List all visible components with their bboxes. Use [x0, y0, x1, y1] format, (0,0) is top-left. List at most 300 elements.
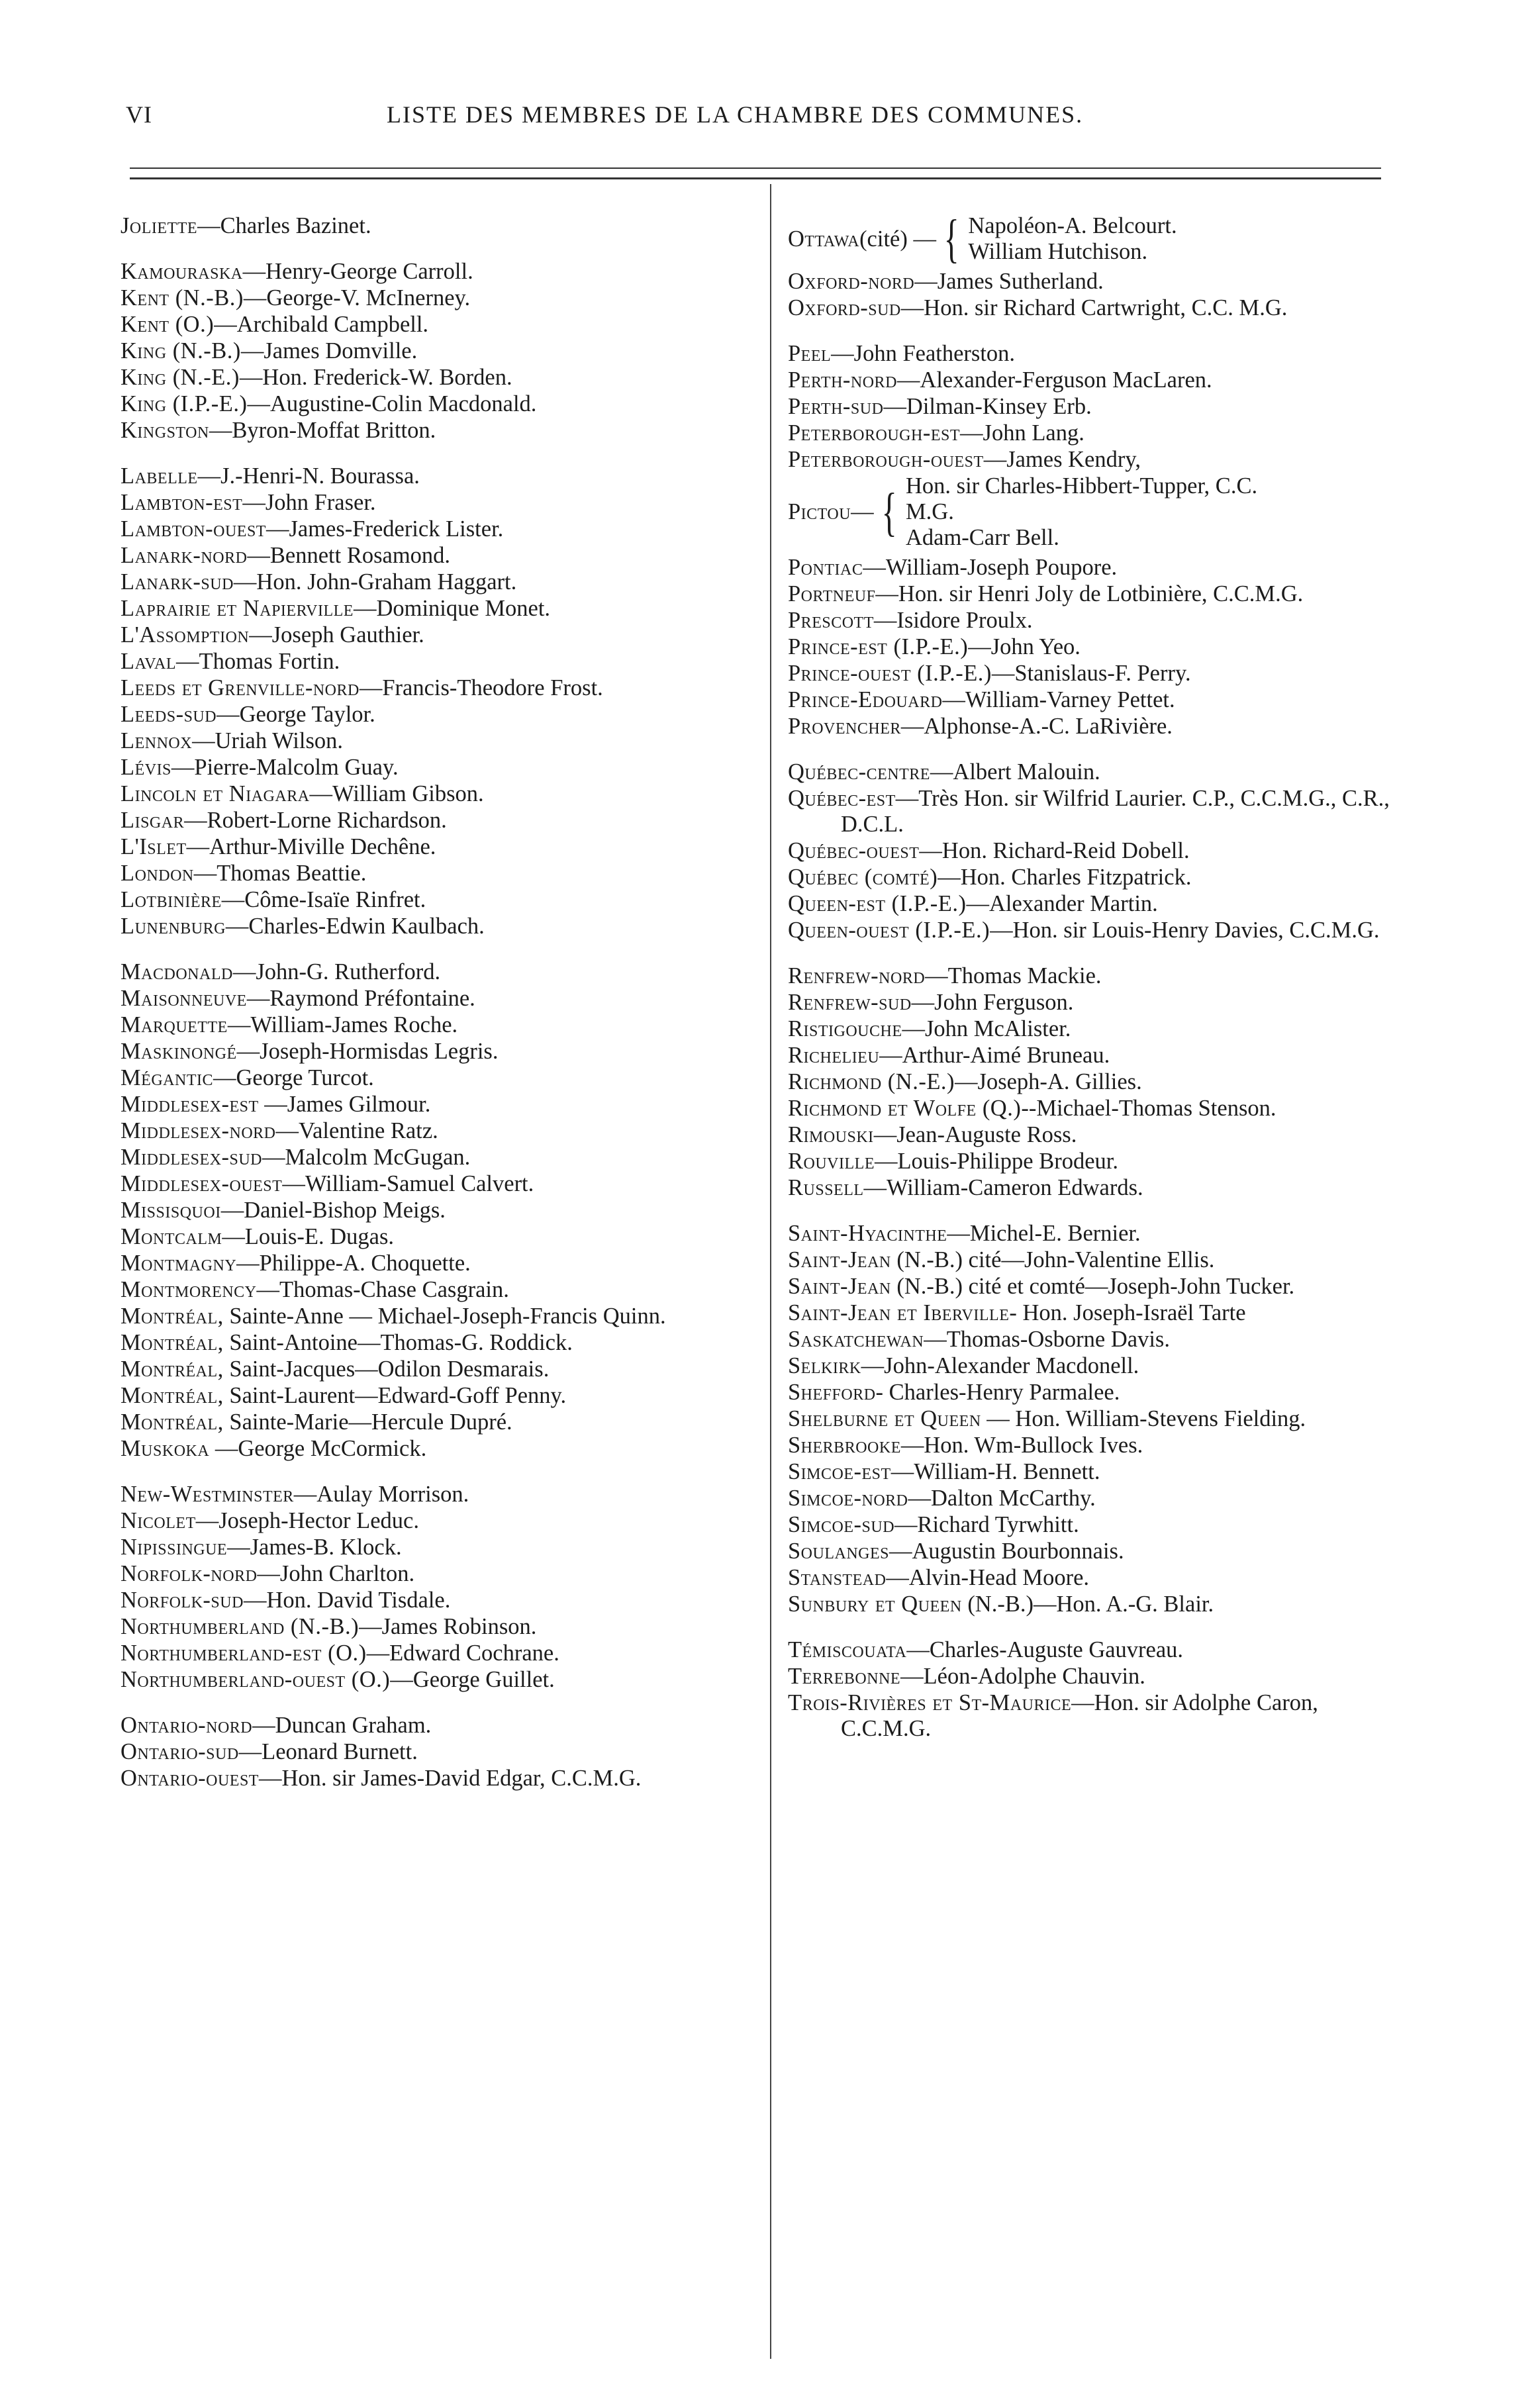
riding-name: Lunenburg: [120, 914, 226, 939]
riding-name: L'Assomption: [120, 622, 250, 647]
riding-name: Lévis: [120, 755, 171, 780]
member-name: —Michel-E. Bernier.: [947, 1221, 1141, 1246]
member-entry: [120, 1171, 769, 1197]
member-name: —William Gibson.: [309, 781, 484, 806]
riding-name: Joliette: [120, 213, 198, 238]
riding-name: Lisgar: [120, 808, 185, 833]
riding-name: Prince-Edouard: [788, 687, 943, 712]
member-entry: [120, 1739, 769, 1765]
page-number: VI: [126, 101, 152, 128]
member-entry: [788, 1512, 1397, 1538]
member-name: —James Kendry,: [983, 447, 1141, 472]
riding-name: Rimouski: [788, 1122, 874, 1147]
riding-name: Saint-Hyacinthe: [788, 1221, 947, 1246]
member-name: —Arthur-Miville Dechêne.: [186, 834, 436, 859]
member-entry: [120, 887, 769, 913]
member-entry: [788, 714, 1397, 739]
member-name: —George Guillet.: [390, 1667, 555, 1692]
member-entry: [788, 1433, 1397, 1458]
member-name: —Augustine-Colin Macdonald.: [247, 391, 537, 416]
member-entry: [788, 918, 1397, 943]
member-name: —Arthur-Aimé Bruneau.: [879, 1043, 1110, 1068]
riding-name: Simcoe-est: [788, 1459, 891, 1484]
member-name: (N.-B.) cité—John-Valentine Ellis.: [890, 1247, 1215, 1272]
header-rule-thin: [130, 167, 1381, 169]
member-entry: [120, 1508, 769, 1534]
riding-name: Prescott: [788, 608, 874, 633]
member-name: —Daniel-Bishop Meigs.: [220, 1198, 446, 1223]
riding-name: Saint-Jean: [788, 1247, 891, 1272]
member-name: —Isidore Proulx.: [873, 608, 1033, 633]
member-entry: [120, 1535, 769, 1560]
riding-name: Kent (O.): [120, 312, 215, 337]
riding-name: Lincoln et Niagara: [120, 781, 310, 806]
member-entry: [788, 687, 1397, 713]
member-name: —Thomas Beattie.: [193, 861, 367, 886]
member-entry: [788, 838, 1397, 864]
entry-group: [120, 259, 769, 444]
member-name: —Jean-Auguste Ross.: [873, 1122, 1077, 1147]
member-entry: [120, 596, 769, 622]
member-entry: [788, 1380, 1397, 1406]
member-entry: [788, 341, 1397, 367]
riding-name: Laval: [120, 649, 177, 674]
riding-name: King (I.P.-E.): [120, 391, 248, 416]
member-entry: [788, 1016, 1397, 1042]
member-name: —Archibald Campbell.: [214, 312, 429, 337]
member-name: —Hon. Frederick-W. Borden.: [239, 365, 512, 390]
member-entry: [788, 1539, 1397, 1564]
member-name: —William-Cameron Edwards.: [863, 1175, 1143, 1200]
member-entry: [120, 755, 769, 781]
member-name: —Côme-Isaïe Rinfret.: [221, 887, 426, 912]
riding-name: Pictou: [788, 499, 851, 524]
member-entry: [788, 1221, 1397, 1247]
riding-name: Nicolet: [120, 1508, 196, 1533]
member-entry: [120, 285, 769, 311]
member-name: —William-Samuel Calvert.: [282, 1171, 534, 1196]
page-title: LISTE DES MEMBRES DE LA CHAMBRE DES COMMUNES.: [387, 101, 1084, 128]
member-entry: [120, 861, 769, 886]
member-name: Adam-Carr Bell.: [905, 525, 1059, 550]
member-entry: [120, 1561, 769, 1587]
member-name: —Uriah Wilson.: [192, 728, 344, 753]
member-name: —Dominique Monet.: [353, 596, 551, 621]
brace-icon: {: [881, 483, 897, 542]
member-entry: [788, 1637, 1397, 1663]
riding-name: Renfrew-sud: [788, 990, 912, 1015]
member-entry: [788, 759, 1397, 785]
member-name: — Hon. William-Stevens Fielding.: [981, 1406, 1306, 1431]
member-name: Hon. sir Charles-Hibbert-Tupper, C.C.: [905, 473, 1258, 499]
entry-group: [788, 963, 1397, 1201]
riding-name: Montmorency: [120, 1277, 257, 1302]
member-name: —Hon. Charles Fitzpatrick.: [938, 865, 1192, 890]
member-entry: [120, 463, 769, 489]
member-name: —Valentine Ratz.: [275, 1118, 438, 1143]
member-name: —Très Hon. sir Wilfrid Laurier. C.P., C.C.M.G., C.R., D.C.L.: [841, 786, 1390, 837]
member-name: - Charles-Henry Parmalee.: [875, 1380, 1120, 1405]
riding-name: Montréal,: [120, 1304, 224, 1329]
riding-name: London: [120, 861, 194, 886]
entry-group: [788, 341, 1397, 739]
pictou-entry: [788, 473, 1397, 551]
member-name: —John-Alexander Macdonell.: [861, 1353, 1139, 1378]
member-entry: [788, 891, 1397, 917]
riding-name: Oxford-nord: [788, 269, 915, 294]
riding-name: Lambton-ouest: [120, 516, 266, 542]
entry-group: [120, 463, 769, 939]
riding-name: Prince-ouest (I.P.-E.): [788, 661, 992, 686]
riding-name: Queen-ouest (I.P.-E.): [788, 918, 990, 943]
member-name: —Thomas-Chase Casgrain.: [256, 1277, 509, 1302]
riding-name: Rouville: [788, 1149, 875, 1174]
riding-name: Perth-sud: [788, 394, 884, 419]
member-name: —Byron-Moffat Britton.: [209, 418, 436, 443]
member-entry: [788, 786, 1397, 837]
riding-name: Montcalm: [120, 1224, 222, 1249]
entry-group: [120, 1482, 769, 1693]
member-name: —Alphonse-A.-C. LaRivière.: [900, 714, 1173, 739]
member-name: —Charles-Auguste Gauvreau.: [906, 1637, 1184, 1662]
member-entry: [788, 990, 1397, 1016]
member-name: —John Yeo.: [968, 634, 1081, 659]
member-entry: [120, 1118, 769, 1144]
member-name: —Joseph-Hector Leduc.: [195, 1508, 419, 1533]
riding-name: Leeds et Grenville-nord: [120, 675, 360, 700]
riding-name: Nipissingue: [120, 1535, 228, 1560]
riding-name: Maskinongé: [120, 1039, 237, 1064]
member-name: —John-G. Rutherford.: [232, 959, 441, 984]
member-entry: [120, 569, 769, 595]
column-divider: [770, 184, 771, 2359]
member-name: —Francis-Theodore Frost.: [359, 675, 603, 700]
member-name: —Malcolm McGugan.: [262, 1145, 471, 1170]
riding-name: Pontiac: [788, 555, 863, 580]
member-name: —James Gilmour.: [258, 1092, 431, 1117]
riding-name: Norfolk-nord: [120, 1561, 258, 1586]
riding-name: Simcoe-sud: [788, 1512, 895, 1537]
riding-name: Norfolk-sud: [120, 1588, 244, 1613]
member-name: —George McCormick.: [209, 1436, 427, 1461]
member-entry: [120, 365, 769, 391]
riding-name: Québec (comté): [788, 865, 938, 890]
member-entry: [120, 649, 769, 675]
entry-group: [788, 759, 1397, 943]
member-entry: [120, 1713, 769, 1739]
riding-name: Macdonald: [120, 959, 233, 984]
riding-name: Ottawa: [788, 226, 860, 252]
member-entry: [120, 914, 769, 939]
riding-name: Saint-Jean et Iberville: [788, 1300, 1010, 1325]
member-entry: [120, 728, 769, 754]
member-entry: [788, 1565, 1397, 1591]
member-entry: [788, 634, 1397, 660]
member-entry: [788, 963, 1397, 989]
riding-name: Richmond (N.-E.): [788, 1069, 955, 1094]
member-name: —William-Varney Pettet.: [942, 687, 1175, 712]
member-name: (N.-B.) cité et comté—Joseph-John Tucker.: [890, 1274, 1295, 1299]
member-name: —Hon. sir Henri Joly de Lotbinière, C.C.M.G.: [875, 581, 1304, 606]
riding-name: Québec-est: [788, 786, 896, 811]
riding-name: Northumberland-ouest (O.): [120, 1667, 391, 1692]
member-entry: [788, 865, 1397, 890]
member-name: —Charles-Edwin Kaulbach.: [225, 914, 485, 939]
riding-name: Saskatchewan: [788, 1327, 924, 1352]
member-name: —Thomas Fortin.: [176, 649, 340, 674]
member-entry: [788, 1096, 1397, 1121]
member-entry: [120, 1641, 769, 1666]
riding-name: King (N.-B.): [120, 338, 241, 363]
member-name: —George-V. McInerney.: [243, 285, 471, 310]
member-entry: [788, 1043, 1397, 1069]
member-entry: [120, 1145, 769, 1170]
riding-name: Québec-centre: [788, 759, 930, 785]
ottawa-entry: [788, 210, 1397, 268]
riding-name: Montréal,: [120, 1330, 224, 1355]
riding-name: Mégantic: [120, 1065, 213, 1090]
riding-name: Kamouraska: [120, 259, 243, 284]
member-name: —Louis-E. Dugas.: [222, 1224, 395, 1249]
member-name: —John Ferguson.: [911, 990, 1074, 1015]
member-name: —James Domville.: [240, 338, 418, 363]
riding-name: Selkirk: [788, 1353, 861, 1378]
member-name: —Augustin Bourbonnais.: [889, 1539, 1124, 1564]
member-name: —Thomas Mackie.: [925, 963, 1102, 988]
member-name: (N.-B.)—Hon. A.-G. Blair.: [961, 1592, 1214, 1617]
member-name: —John Lang.: [960, 420, 1084, 446]
member-entry: [120, 1436, 769, 1462]
riding-name: Témiscouata: [788, 1637, 907, 1662]
member-entry: [120, 781, 769, 807]
member-name: —Edward Cochrane.: [366, 1641, 559, 1666]
member-entry: [120, 1198, 769, 1223]
member-entry: [788, 1175, 1397, 1201]
riding-name: Northumberland-est (O.): [120, 1641, 367, 1666]
member-entry: [788, 1592, 1397, 1617]
riding-name: Maisonneuve: [120, 986, 247, 1011]
riding-name: Lambton-est: [120, 490, 243, 515]
member-name: - Hon. Joseph-Israël Tarte: [1009, 1300, 1246, 1325]
member-entry: [788, 581, 1397, 607]
member-name: —William-H. Bennett.: [890, 1459, 1100, 1484]
entry-group: [788, 1221, 1397, 1617]
member-entry: [788, 1353, 1397, 1379]
member-name: —Léon-Adolphe Chauvin.: [900, 1664, 1145, 1689]
riding-name: Richmond et Wolfe (Q.): [788, 1096, 1022, 1121]
member-name: —James-Frederick Lister.: [265, 516, 504, 542]
member-name: —William-Joseph Poupore.: [863, 555, 1118, 580]
member-name: —James-B. Klock.: [227, 1535, 402, 1560]
member-name: —Hon. John-Graham Haggart.: [233, 569, 517, 595]
member-name: —Hon. sir Adolphe Caron, C.C.M.G.: [841, 1690, 1318, 1741]
member-name: —Richard Tyrwhitt.: [894, 1512, 1079, 1537]
member-entry: [120, 808, 769, 834]
riding-name: Lotbinière: [120, 887, 222, 912]
riding-suffix: (cité) —: [859, 226, 936, 252]
entry-group: [120, 1713, 769, 1791]
member-name: —John Charlton.: [257, 1561, 415, 1586]
member-entry: [788, 420, 1397, 446]
member-name: —Philippe-A. Choquette.: [236, 1251, 471, 1276]
brace-icon: {: [943, 210, 959, 268]
riding-name: Marquette: [120, 1012, 228, 1037]
member-name: —John Fraser.: [242, 490, 376, 515]
member-name: —Hon. sir James-David Edgar, C.C.M.G.: [258, 1766, 642, 1791]
right-column: [788, 210, 1397, 1762]
member-name: —Henry-George Carroll.: [242, 259, 473, 284]
member-entry: [120, 986, 769, 1012]
riding-name: Québec-ouest: [788, 838, 920, 863]
member-entry: [788, 447, 1397, 473]
riding-name: Renfrew-nord: [788, 963, 926, 988]
riding-name: Montréal,: [120, 1383, 224, 1408]
member-entry: [120, 1588, 769, 1613]
member-name: —Bennett Rosamond.: [247, 543, 451, 568]
member-entry: [120, 1357, 769, 1382]
riding-name: Prince-est (I.P.-E.): [788, 634, 969, 659]
entry-group: [788, 1637, 1397, 1742]
member-entry: [788, 1459, 1397, 1485]
riding-name: Lanark-sud: [120, 569, 234, 595]
entry-group: [788, 210, 1397, 321]
riding-name: Queen-est (I.P.-E.): [788, 891, 967, 916]
member-entry: [120, 1482, 769, 1507]
member-name: —Hon. Richard-Reid Dobell.: [919, 838, 1190, 863]
member-name: —Hon. sir Louis-Henry Davies, C.C.M.G.: [990, 918, 1380, 943]
member-entry: [788, 555, 1397, 581]
member-name: —Joseph-Hormisdas Legris.: [236, 1039, 499, 1064]
member-entry: [120, 1304, 769, 1329]
riding-name: Portneuf: [788, 581, 876, 606]
member-entry: [788, 394, 1397, 420]
member-name: —Louis-Philippe Brodeur.: [874, 1149, 1118, 1174]
member-name: —Raymond Préfontaine.: [246, 986, 475, 1011]
member-entry: [788, 1300, 1397, 1326]
riding-name: Lennox: [120, 728, 193, 753]
member-entry: [120, 338, 769, 364]
member-name: —James Robinson.: [359, 1614, 537, 1639]
riding-name: Ontario-sud: [120, 1739, 239, 1764]
riding-name: Missisquoi: [120, 1198, 221, 1223]
riding-name: Ontario-nord: [120, 1713, 253, 1738]
riding-name: Ontario-ouest: [120, 1766, 259, 1791]
member-name: Napoléon-A. Belcourt.: [968, 213, 1177, 238]
member-entry: [788, 608, 1397, 634]
member-name: —James Sutherland.: [914, 269, 1104, 294]
member-entry: [120, 1614, 769, 1640]
riding-name: Soulanges: [788, 1539, 890, 1564]
member-name: —Dilman-Kinsey Erb.: [883, 394, 1092, 419]
riding-name: Kent (N.-B.): [120, 285, 244, 310]
member-entry: [120, 418, 769, 444]
member-name: —Charles Bazinet.: [197, 213, 371, 238]
member-name: —George Turcot.: [213, 1065, 374, 1090]
member-name: —Hon. sir Richard Cartwright, C.C. M.G.: [900, 295, 1288, 320]
riding-name: Peterborough-est: [788, 420, 961, 446]
member-entry: [120, 490, 769, 516]
riding-name: Middlesex-ouest: [120, 1171, 283, 1196]
member-name: --Michael-Thomas Stenson.: [1021, 1096, 1276, 1121]
header-rule-thick: [130, 177, 1381, 179]
member-entry: [120, 1409, 769, 1435]
member-name: —Leonard Burnett.: [238, 1739, 418, 1764]
member-entry: [788, 269, 1397, 295]
entry-group: [120, 959, 769, 1462]
member-entry: [788, 1406, 1397, 1432]
riding-name: Simcoe-nord: [788, 1486, 908, 1511]
member-name: Saint-Antoine—Thomas-G. Roddick.: [223, 1330, 573, 1355]
member-entry: [120, 516, 769, 542]
member-name: —Thomas-Osborne Davis.: [924, 1327, 1170, 1352]
member-entry: [120, 1277, 769, 1303]
member-entry: [120, 391, 769, 417]
member-name: —George Taylor.: [217, 702, 375, 727]
riding-name: Shelburne et Queen: [788, 1406, 981, 1431]
member-entry: [120, 1383, 769, 1409]
member-name: —Joseph Gauthier.: [249, 622, 424, 647]
member-name: —William-James Roche.: [227, 1012, 458, 1037]
riding-name: Middlesex-nord: [120, 1118, 276, 1143]
left-column: [120, 213, 769, 1811]
member-entry: [788, 1486, 1397, 1511]
member-name: —Dalton McCarthy.: [908, 1486, 1096, 1511]
member-entry: [120, 1065, 769, 1091]
riding-name: Richelieu: [788, 1043, 880, 1068]
riding-name: Montréal,: [120, 1409, 224, 1435]
member-name: M.G.: [905, 499, 954, 524]
member-name: Saint-Jacques—Odilon Desmarais.: [223, 1357, 550, 1382]
member-entry: [788, 1690, 1397, 1742]
member-entry: [788, 1122, 1397, 1148]
member-entry: [788, 1327, 1397, 1353]
member-entry: [120, 675, 769, 701]
member-entry: [120, 1092, 769, 1118]
riding-name: Peterborough-ouest: [788, 447, 984, 472]
member-entry: [120, 1012, 769, 1038]
member-name: —John Featherston.: [831, 341, 1016, 366]
member-entry: [120, 259, 769, 285]
member-name: —Alexander-Ferguson MacLaren.: [896, 367, 1212, 393]
member-entry: [120, 1667, 769, 1693]
member-name: —Albert Malouin.: [930, 759, 1100, 785]
member-entry: [788, 1247, 1397, 1273]
riding-name: Ristigouche: [788, 1016, 902, 1041]
member-name: —Stanislaus-F. Perry.: [991, 661, 1191, 686]
member-name: —Pierre-Malcolm Guay.: [171, 755, 399, 780]
member-entry: [120, 1330, 769, 1356]
riding-name: Russell: [788, 1175, 864, 1200]
riding-name: Labelle: [120, 463, 198, 489]
riding-name: Montmagny: [120, 1251, 237, 1276]
member-name: —Hon. David Tisdale.: [243, 1588, 451, 1613]
riding-name: L'Islet: [120, 834, 187, 859]
member-entry: [120, 622, 769, 648]
member-entry: [120, 213, 769, 239]
riding-name: Muskoka: [120, 1436, 210, 1461]
member-entry: [788, 1069, 1397, 1095]
member-name: —Joseph-A. Gillies.: [955, 1069, 1142, 1094]
riding-name: Sherbrooke: [788, 1433, 901, 1458]
riding-name: New-Westminster: [120, 1482, 294, 1507]
member-entry: [788, 1149, 1397, 1174]
member-entry: [120, 834, 769, 860]
member-name: William Hutchison.: [968, 239, 1148, 264]
member-entry: [120, 1251, 769, 1276]
member-name: —Alvin-Head Moore.: [886, 1565, 1090, 1590]
member-entry: [788, 1274, 1397, 1300]
member-name: —Hon. Wm-Bullock Ives.: [900, 1433, 1143, 1458]
